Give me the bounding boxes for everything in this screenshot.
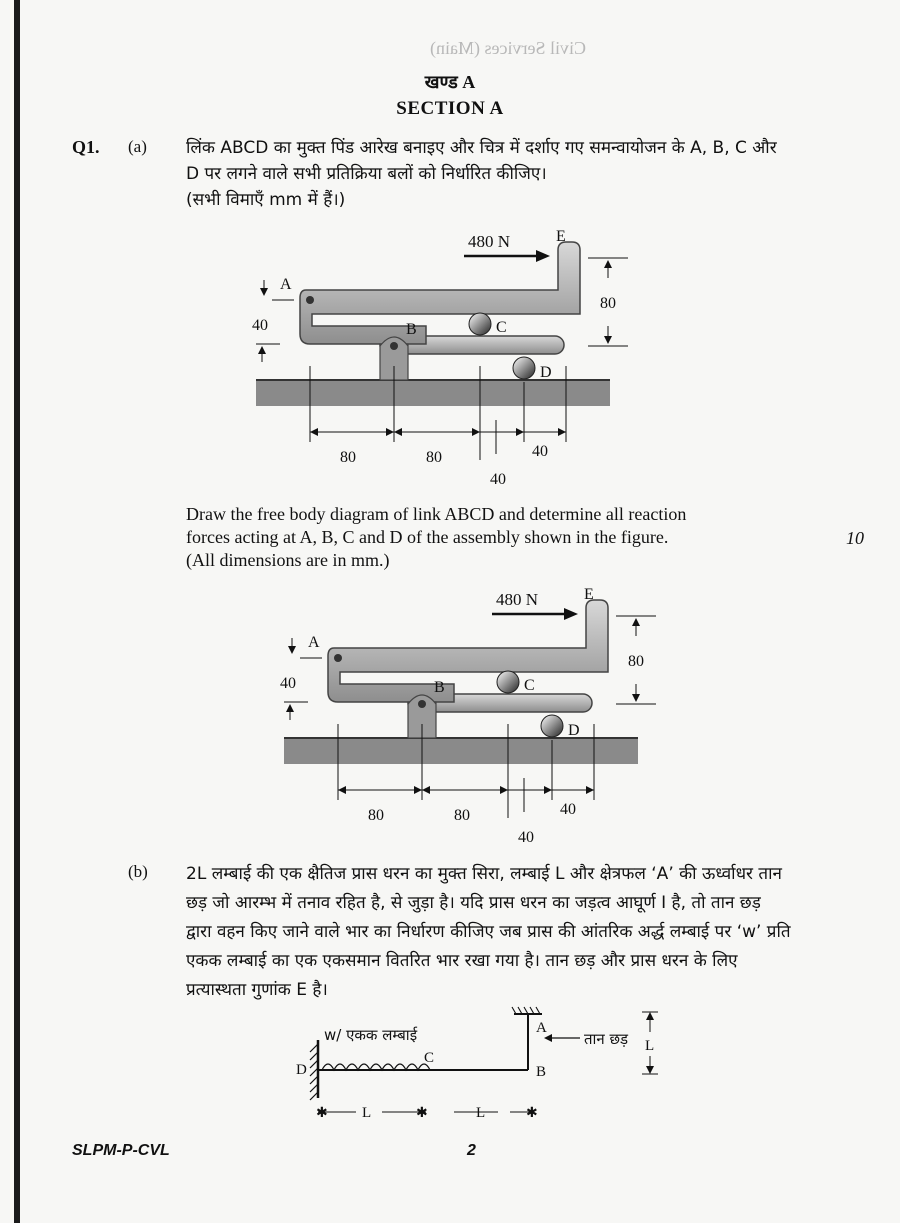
label-a: A [308,634,320,651]
page-number: 2 [467,1142,476,1159]
label-d: D [568,722,580,739]
paper-code: SLPM-P-CVL [72,1142,170,1159]
dim-bottom-4: 40 [518,829,534,846]
label-e: E [584,586,594,603]
dim-bottom-1: 80 [368,807,384,824]
part-b-label: (b) [128,862,148,881]
force-arrow [536,250,550,262]
text-line: D पर लगने वाले सभी प्रतिक्रिया बलों को निर्धारित कीजिए। [186,164,547,184]
text-line: प्रत्यास्थता गुणांक E है। [186,980,328,1000]
text-line: forces acting at A, B, C and D of the assembly shown in the figure. [186,527,669,547]
label-a: A [280,276,292,293]
text-line: छड़ जो आरम्भ में तनाव रहित है, से जुड़ा है। यदि प्रास धरन का जड़त्व आघूर्ण I है, तो तान छड़ [186,893,761,913]
svg-text:✱: ✱ [316,1106,328,1121]
assembly-figure-hindi [250,222,630,492]
part-a-english-text [186,503,836,572]
bleed-through-text: Civil Services (Main) [430,38,586,58]
text-line: द्वारा वहन किए जाने वाले भार का निर्धारण कीजिए जब प्रास की आंतरिक अर्द्ध लम्बाई पर ‘w’ प्रति [186,922,791,942]
label-b: B [406,321,417,338]
dim-bottom-1: 80 [340,449,356,466]
text-line: लिंक ABCD का मुक्त पिंड आरेख बनाइए और चित्र में दर्शाए गए समन्वायोजन के A, B, C और [186,138,777,158]
part-b-hindi-text [186,860,830,1005]
text-line: 2L लम्बाई की एक क्षैतिज प्रास धरन का मुक्त सिरा, लम्बाई L और क्षेत्रफल ‘A’ की ऊर्ध्वाधर तान [186,864,782,884]
question-number: Q1. [72,137,100,157]
dim-right: 80 [600,295,616,312]
label-b: B [536,1064,547,1080]
roller-d [513,357,535,379]
force-label: 480 N [496,590,539,609]
roller-c [497,671,519,693]
part-a-hindi-text [186,135,830,213]
ground [256,380,610,406]
text-line: (All dimensions are in mm.) [186,550,390,570]
pin-a [306,296,314,304]
load-label: w/ एकक लम्बाई [324,1026,418,1044]
part-a-label: (a) [128,137,147,156]
dim-bottom-3: 40 [532,443,548,460]
force-arrow [564,608,578,620]
dim-left: 40 [252,317,268,334]
dim-bottom-2: 80 [426,449,442,466]
label-e: E [556,228,566,245]
dim-bottom-2: 80 [454,807,470,824]
label-c: C [496,319,507,336]
dim-bottom-4: 40 [490,471,506,488]
dim-left: 40 [280,675,296,692]
label-c: C [524,677,535,694]
section-title-hindi: खण्ड A [424,72,476,92]
label-c: C [424,1050,435,1066]
page-binding-edge [14,0,20,1223]
roller-c [469,313,491,335]
label-d: D [296,1062,307,1078]
text-line: एकक लम्बाई का एक एकसमान वितरित भार रखा गया है। तान छड़ और प्रास धरन के लिए [186,951,738,971]
label-a: A [536,1020,547,1036]
span-2-label: L [476,1105,486,1121]
propped-beam-figure [280,1002,680,1126]
label-d: D [540,364,552,381]
svg-text:✱: ✱ [526,1106,538,1121]
text-line: Draw the free body diagram of link ABCD and determine all reaction [186,504,687,524]
label-l: L [645,1038,655,1054]
assembly-figure-english [278,580,658,850]
tie-rod-label: तान छड़ [584,1030,629,1048]
label-b: B [434,679,445,696]
roller-d [541,715,563,737]
text-line: (सभी विमाएँ mm में हैं।) [186,190,346,210]
dim-bottom-3: 40 [560,801,576,818]
svg-text:✱: ✱ [416,1106,428,1121]
ground [284,738,638,764]
dim-right: 80 [628,653,644,670]
section-title-english: SECTION A [396,98,504,119]
span-1-label: L [362,1105,372,1121]
marks: 10 [846,528,864,548]
pin-a [334,654,342,662]
force-label: 480 N [468,232,511,251]
